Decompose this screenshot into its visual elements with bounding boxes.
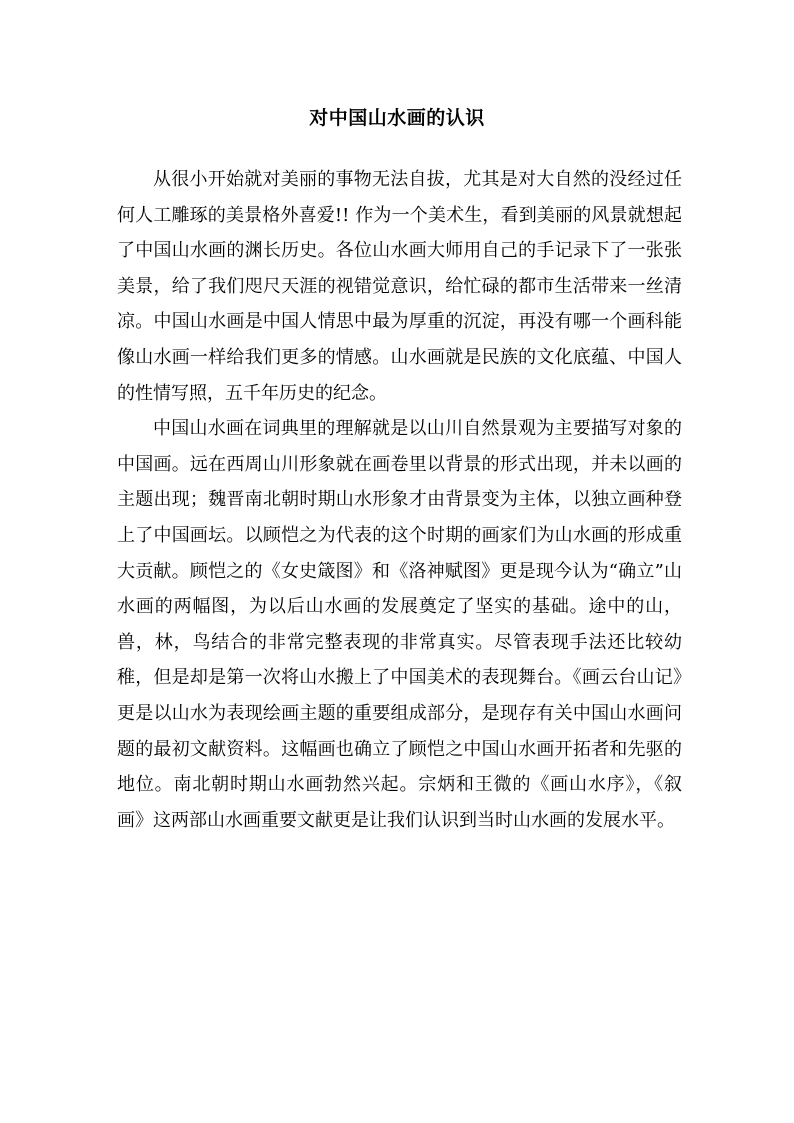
- document-body: [117, 162, 682, 838]
- document-title: 对中国山水画的认识: [309, 107, 485, 129]
- paragraph-intro: 从很小开始就对美丽的事物无法自拔，尤其是对大自然的没经过任何人工雕琢的美景格外喜爱!! 作为一个美术生，看到美丽的风景就想起了中国山水画的渊长历史。各位山水画大师用自己的手记录下了一张张美景，给了我们咫尺天涯的视错觉意识，给忙碌的都市生活带来一丝清凉。中国山水画是中国人情思中最为厚重的沉淀，再没有哪一个画科能像山水画一样给我们更多的情感。山水画就是民族的文化底蕴、中国人的性情写照，五千年历史的纪念。: [117, 169, 682, 404]
- paragraph-history: 中国山水画在词典里的理解就是以山川自然景观为主要描写对象的中国画。远在西周山川形象就在画卷里以背景的形式出现，并未以画的主题出现；魏晋南北朝时期山水形象才由背景变为主体，以独立画种登上了中国画坛。以顾恺之为代表的这个时期的画家们为山水画的形成重大贡献。顾恺之的《女史箴图》和《洛神赋图》更是现今认为“确立”山水画的两幅图，为以后山水画的发展奠定了坚实的基础。途中的山，兽，林，鸟结合的非常完整表现的非常真实。尽管表现手法还比较幼稚，但是却是第一次将山水搬上了中国美术的表现舞台。《画云台山记》更是以山水为表现绘画主题的重要组成部分，是现存有关中国山水画问题的最初文献资料。这幅画也确立了顾恺之中国山水画开拓者和先驱的地位。南北朝时期山水画勃然兴起。宗炳和王微的《画山水序》，《叙画》这两部山水画重要文献更是让我们认识到当时山水画的发展水平。: [117, 418, 682, 831]
